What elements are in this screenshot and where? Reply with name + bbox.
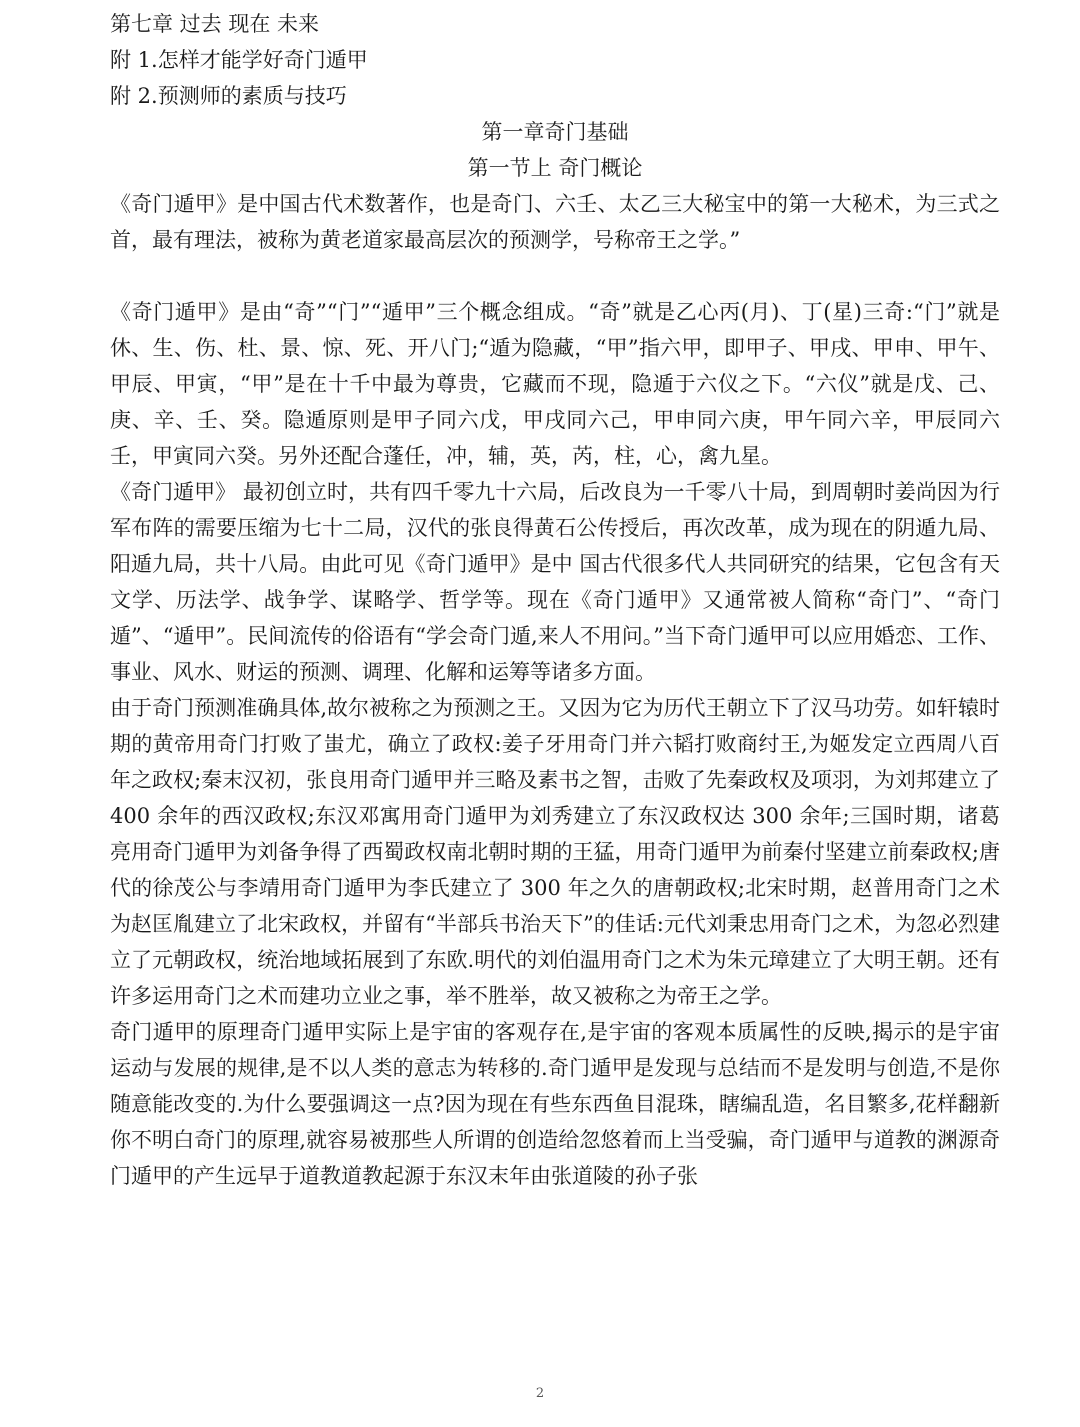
paragraph-dynasties: 由于奇门预测准确具体,故尔被称之为预测之王。又因为它为历代王朝立下了汉马功劳。如轩辕时期的黄帝用奇门打败了蚩尤，确立了政权:姜子牙用奇门并六韬打败商纣王,为姬发定立西周八百年之政权;秦末汉初，张良用奇门遁甲并三略及素书之智，击败了先秦政权及项羽，为刘邦建立了 400 余年的西汉政权;东汉邓寓用奇门遁甲为刘秀建立了东汉政权达 300 余年;三国时期，诸葛亮用奇门遁甲为刘备争得了西蜀政权南北朝时期的王猛，用奇门遁甲为前秦付坚建立前秦政权;唐代的徐茂公与李靖用奇门遁甲为李氏建立了 300 年之久的唐朝政权;北宋时期，赵普用奇门之术为赵匡胤建立了北宋政权，并留有“半部兵书治天下”的佳话:元代刘秉忠用奇门之术，为忽必烈建立了元朝政权，统治地域拓展到了东欧.明代的刘伯温用奇门之术为朱元璋建立了大明王朝。还有许多运用奇门之术而建功立业之事，举不胜举，故又被称之为帝王之学。 — [110, 696, 1000, 1008]
section-title: 第一节上 奇门概论 — [467, 156, 643, 180]
paragraph-intro: 《奇门遁甲》是中国古代术数著作，也是奇门、六壬、太乙三大秘宝中的第一大秘术，为三式之首，最有理法，被称为黄老道家最高层次的预测学，号称帝王之学。” — [110, 192, 1000, 252]
toc-entry-appendix-1: 附 1.怎样才能学好奇门遁甲 — [110, 48, 368, 72]
page-number: 2 — [535, 1386, 545, 1401]
paragraph-history: 《奇门遁甲》 最初创立时，共有四千零九十六局，后改良为一千零八十局，到周朝时姜尚因为行军布阵的需要压缩为七十二局，汉代的张良得黄石公传授后，再次改革，成为现在的阴遁九局、阳遁九局，共十八局。由此可见《奇门遁甲》是中 国古代很多代人共同研究的结果，它包含有天文学、历法学、战争学、谋略学、哲学等。现在《奇门遁甲》又通常被人简称“奇门”、“奇门遁”、“遁甲”。民间流传的俗语有“学会奇门遁,来人不用问。”当下奇门遁甲可以应用婚恋、工作、事业、风水、财运的预测、调理、化解和运筹等诸多方面。 — [110, 480, 1000, 684]
chapter-title: 第一章奇门基础 — [481, 120, 629, 144]
paragraph-gap — [110, 258, 1000, 294]
paragraph-principles: 奇门遁甲的原理奇门遁甲实际上是宇宙的客观存在,是宇宙的客观本质属性的反映,揭示的是宇宙运动与发展的规律,是不以人类的意志为转移的.奇门遁甲是发现与总结而不是发明与创造,不是你随意能改变的.为什么要强调这一点?因为现在有些东西鱼目混珠，瞎编乱造，名目繁多,花样翻新你不明白奇门的原理,就容易被那些人所谓的创造给忽悠着而上当受骗，奇门遁甲与道教的渊源奇门遁甲的产生远早于道教道教起源于东汉末年由张道陵的孙子张 — [110, 1020, 1000, 1188]
document-page — [110, 6, 1000, 1194]
toc-entry-appendix-2: 附 2.预测师的素质与技巧 — [110, 84, 347, 108]
toc-entry-chapter-7: 第七章 过去 现在 未来 — [110, 12, 320, 36]
paragraph-concepts: 《奇门遁甲》是由“奇”“门”“遁甲”三个概念组成。“奇”就是乙心丙(月)、丁(星)三奇:“门”就是休、生、伤、杜、景、惊、死、开八门;“遁为隐藏，“甲”指六甲，即甲子、甲戌、甲申、甲午、甲辰、甲寅，“甲”是在十千中最为尊贵，它藏而不现，隐遁于六仪之下。“六仪”就是戊、己、庚、辛、壬、癸。隐遁原则是甲子同六戊，甲戌同六己，甲申同六庚，甲午同六辛，甲辰同六壬，甲寅同六癸。另外还配合蓬任，冲，辅，英，芮，柱，心，禽九星。 — [110, 300, 1000, 468]
